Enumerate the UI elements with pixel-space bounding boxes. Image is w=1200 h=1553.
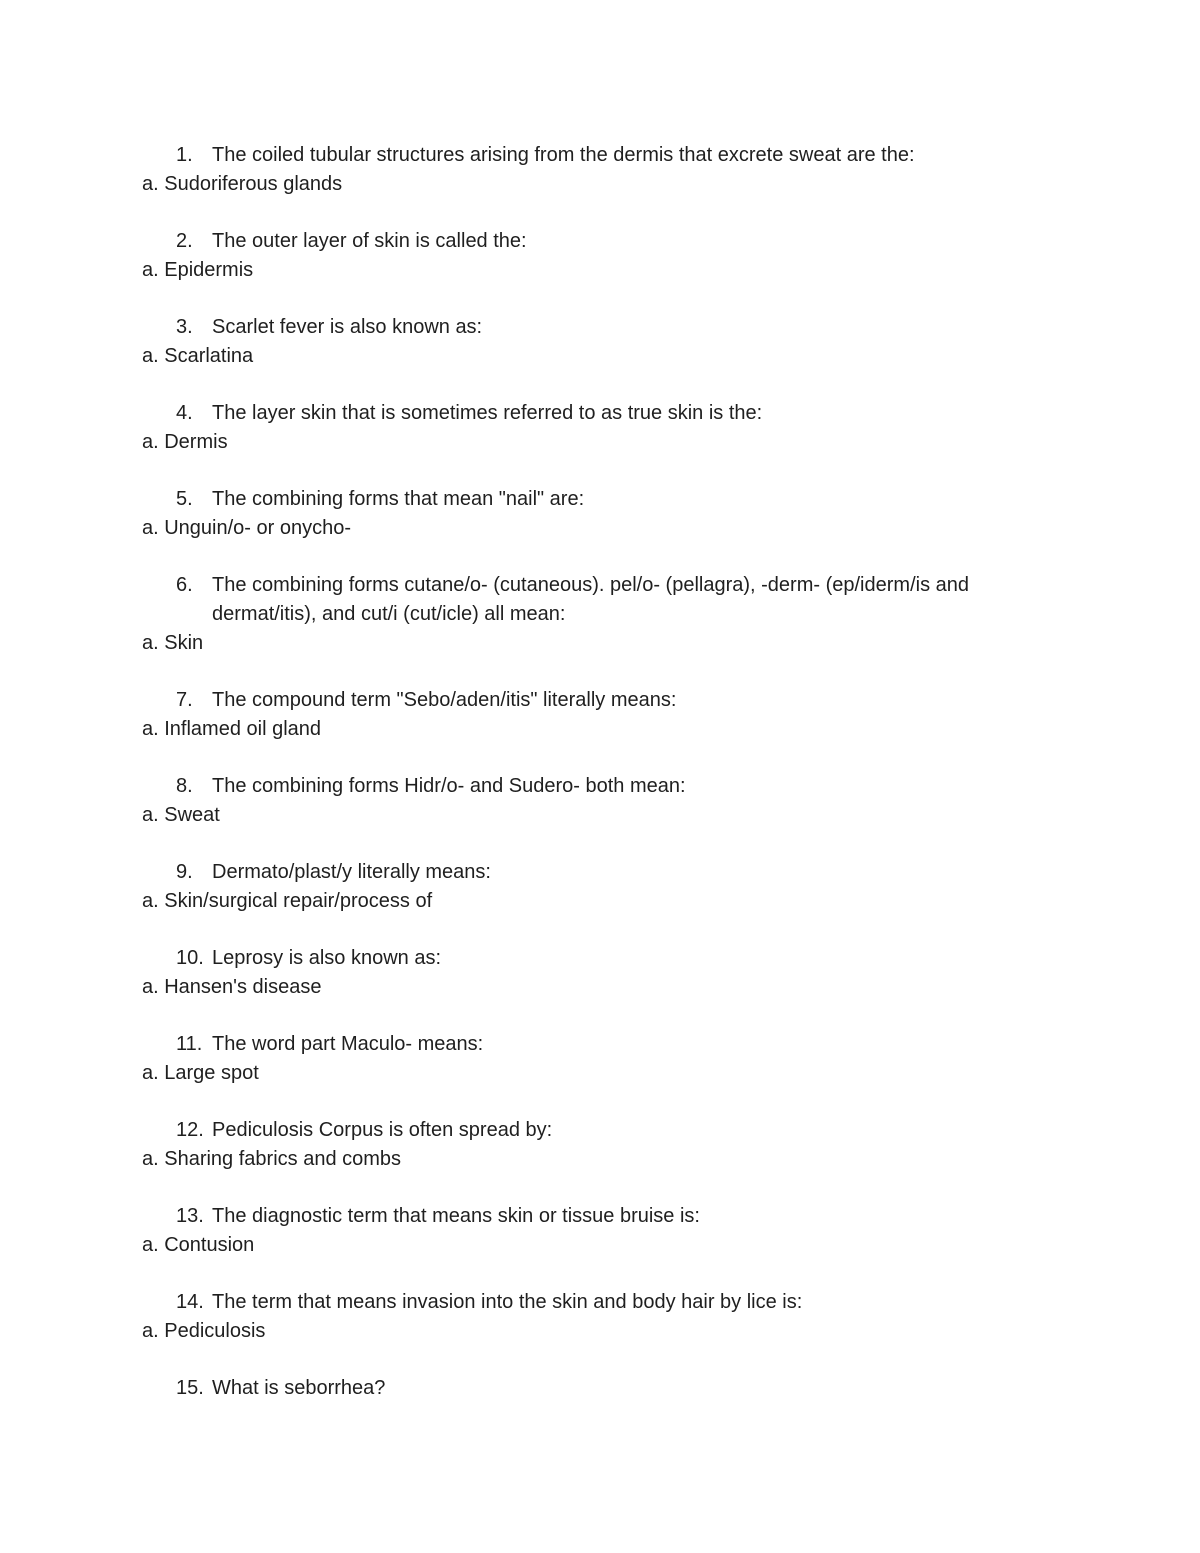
question bbox=[0, 485, 1200, 514]
question-number: 1. bbox=[176, 144, 193, 166]
question-text: The combining forms Hidr/o- and Sudero- both mean: bbox=[212, 775, 686, 797]
question-text: The coiled tubular structures arising from the dermis that excrete sweat are the: bbox=[212, 144, 915, 166]
answer: a. Epidermis bbox=[142, 259, 254, 281]
question bbox=[0, 313, 1200, 342]
question bbox=[0, 1288, 1200, 1317]
question-text: The diagnostic term that means skin or tissue bruise is: bbox=[212, 1205, 700, 1227]
answer: a. Sharing fabrics and combs bbox=[142, 1148, 402, 1170]
question-text: The word part Maculo- means: bbox=[212, 1033, 484, 1055]
question bbox=[0, 1030, 1200, 1059]
question-number: 13. bbox=[176, 1205, 204, 1227]
answer: a. Sudoriferous glands bbox=[142, 173, 343, 195]
question-text: The combining forms that mean "nail" are: bbox=[212, 488, 585, 510]
question-block-12 bbox=[0, 1116, 1200, 1174]
question-block-3 bbox=[0, 313, 1200, 371]
question-number: 15. bbox=[176, 1377, 204, 1399]
answer: a. Dermis bbox=[142, 431, 228, 453]
answer: a. Hansen's disease bbox=[142, 976, 322, 998]
question bbox=[0, 571, 1200, 629]
answer: a. Inflamed oil gland bbox=[142, 718, 322, 740]
question-number: 9. bbox=[176, 861, 193, 883]
question-number: 7. bbox=[176, 689, 193, 711]
question bbox=[0, 1116, 1200, 1145]
question-text: Scarlet fever is also known as: bbox=[212, 316, 483, 338]
question-number: 11. bbox=[176, 1033, 203, 1055]
question bbox=[0, 772, 1200, 801]
question bbox=[0, 686, 1200, 715]
question-number: 14. bbox=[176, 1291, 204, 1313]
question bbox=[0, 1374, 1200, 1403]
answer: a. Sweat bbox=[142, 804, 220, 826]
question bbox=[0, 944, 1200, 973]
question-text: What is seborrhea? bbox=[212, 1377, 386, 1399]
question-block-14 bbox=[0, 1288, 1200, 1346]
question-block-8 bbox=[0, 772, 1200, 830]
question bbox=[0, 227, 1200, 256]
answer: a. Skin/surgical repair/process of bbox=[142, 890, 433, 912]
question bbox=[0, 141, 1200, 170]
question-number: 6. bbox=[176, 574, 193, 596]
question-block-2 bbox=[0, 227, 1200, 285]
answer: a. Pediculosis bbox=[142, 1320, 266, 1342]
question-number: 10. bbox=[176, 947, 204, 969]
question-block-10 bbox=[0, 944, 1200, 1002]
question-block-1 bbox=[0, 141, 1200, 199]
question-text: The layer skin that is sometimes referred to as true skin is the: bbox=[212, 402, 763, 424]
question-text: Leprosy is also known as: bbox=[212, 947, 442, 969]
question-text: The outer layer of skin is called the: bbox=[212, 230, 527, 252]
question-number: 5. bbox=[176, 488, 193, 510]
question-text: Dermato/plast/y literally means: bbox=[212, 861, 491, 883]
answer: a. Large spot bbox=[142, 1062, 259, 1084]
question-block-13 bbox=[0, 1202, 1200, 1260]
answer: a. Contusion bbox=[142, 1234, 255, 1256]
question-block-9 bbox=[0, 858, 1200, 916]
answer: a. Skin bbox=[142, 632, 204, 654]
question-text: The compound term "Sebo/aden/itis" literally means: bbox=[212, 689, 677, 711]
question-block-11 bbox=[0, 1030, 1200, 1088]
question-block-15 bbox=[0, 1374, 1200, 1403]
question-block-5 bbox=[0, 485, 1200, 543]
answer: a. Scarlatina bbox=[142, 345, 254, 367]
question bbox=[0, 1202, 1200, 1231]
question-text: Pediculosis Corpus is often spread by: bbox=[212, 1119, 553, 1141]
question bbox=[0, 858, 1200, 887]
question-text: The term that means invasion into the skin and body hair by lice is: bbox=[212, 1291, 803, 1313]
answer: a. Unguin/o- or onycho- bbox=[142, 517, 352, 539]
question-text: The combining forms cutane/o- (cutaneous). pel/o- (pellagra), -derm- (ep/iderm/is and dermat/itis), and cut/i (cut/icle) all mean: bbox=[212, 574, 969, 625]
question-number: 8. bbox=[176, 775, 193, 797]
question-number: 12. bbox=[176, 1119, 204, 1141]
question-block-7 bbox=[0, 686, 1200, 744]
question-block-6 bbox=[0, 571, 1200, 658]
question-number: 3. bbox=[176, 316, 193, 338]
question bbox=[0, 399, 1200, 428]
question-number: 2. bbox=[176, 230, 193, 252]
question-number: 4. bbox=[176, 402, 193, 424]
question-block-4 bbox=[0, 399, 1200, 457]
